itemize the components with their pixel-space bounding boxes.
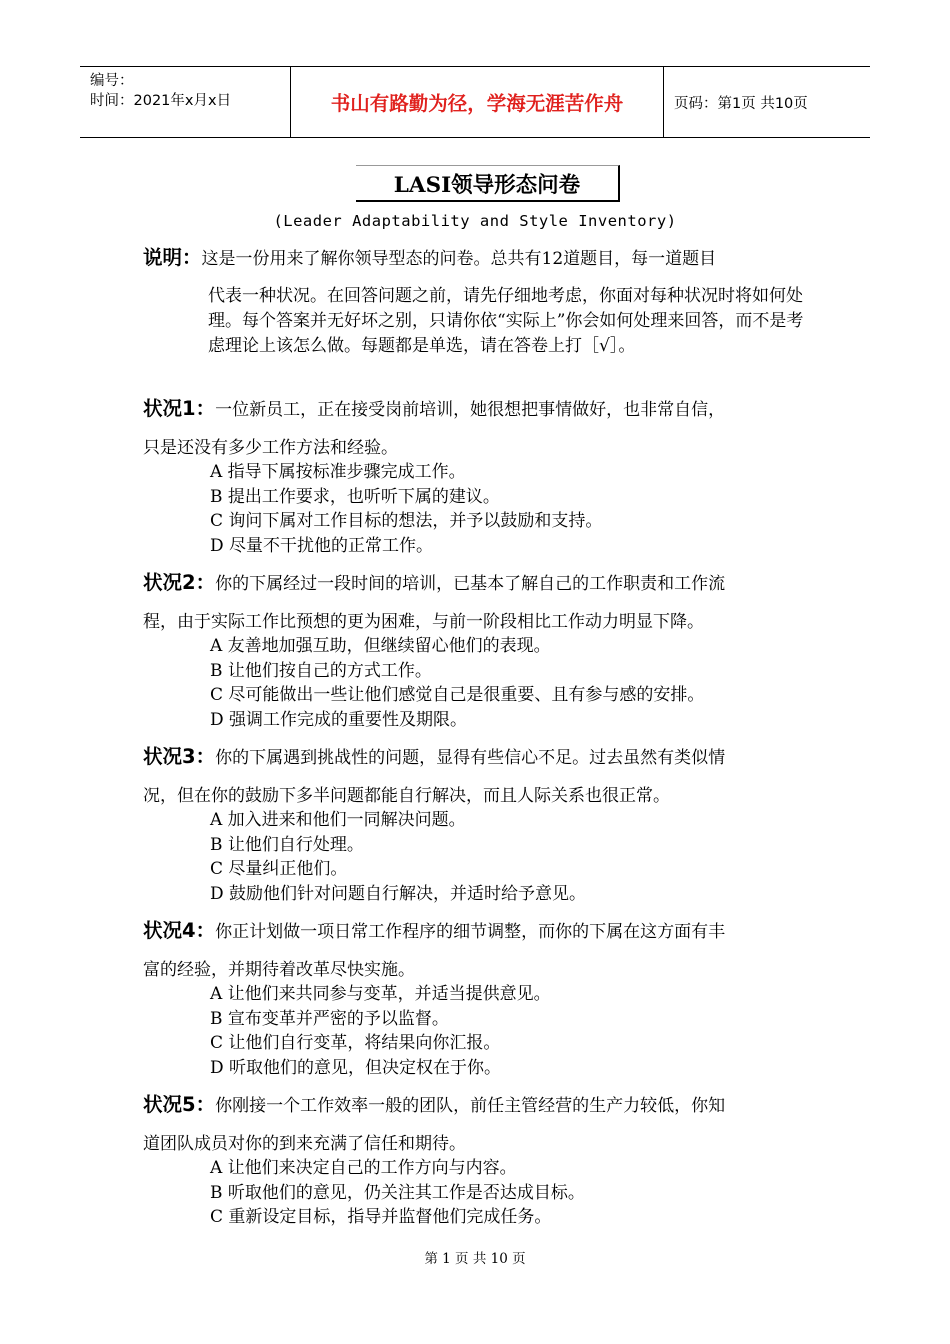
option-b: B 让他们按自己的方式工作。 (210, 660, 432, 681)
situation-text-cont: 况，但在你的鼓励下多半问题都能自行解决，而且人际关系也很正常。 (143, 786, 670, 806)
document-subtitle: (Leader Adaptability and Style Inventory) (273, 212, 677, 230)
situation-text-cont: 富的经验，并期待着改革尽快实施。 (143, 960, 415, 980)
option-b: B 提出工作要求，也听听下属的建议。 (210, 486, 500, 507)
option-a: A 让他们来决定自己的工作方向与内容。 (210, 1158, 517, 1178)
option-c: C 尽量纠正他们。 (210, 859, 348, 879)
instructions-body: 代表一种状况。在回答问题之前，请先仔细地考虑，你面对每种状况时将如何处理。每个答案并无好坏之别，只请你依“实际上”你会如何处理来回答，而不是考虑理论上该怎么做。每题都是单选，请在答卷上打［√］。 (208, 286, 804, 356)
instructions-line1: 这是一份用来了解你领导型态的问卷。总共有12道题目，每一道题目 (201, 249, 717, 269)
option-a: A 加入进来和他们一同解决问题。 (210, 810, 466, 830)
instructions (143, 245, 813, 359)
option-d: D 强调工作完成的重要性及期限。 (210, 709, 468, 730)
option-c: C 重新设定目标，指导并监督他们完成任务。 (210, 1207, 552, 1227)
situation-label: 状况3： (143, 745, 216, 768)
page-header (80, 66, 870, 138)
situation-label: 状况1： (143, 397, 216, 420)
option-d: D 尽量不干扰他的正常工作。 (210, 535, 434, 556)
instructions-label: 说明： (143, 246, 202, 269)
situation-label: 状况2： (143, 571, 216, 594)
situation-text: 一位新员工，正在接受岗前培训，她很想把事情做好，也非常自信， (215, 400, 726, 420)
situation-text-cont: 道团队成员对你的到来充满了信任和期待。 (143, 1134, 466, 1154)
option-c: C 让他们自行变革，将结果向你汇报。 (210, 1033, 501, 1053)
situation-label: 状况4： (143, 919, 216, 942)
header-motto: 书山有路勤为径，学海无涯苦作舟 (291, 67, 664, 137)
option-b: B 让他们自行处理。 (210, 834, 364, 855)
situation-2 (143, 570, 813, 732)
situation-text: 你正计划做一项日常工作程序的细节调整，而你的下属在这方面有丰 (215, 922, 726, 942)
page-footer: 第 1 页 共 10 页 (424, 1251, 526, 1267)
option-d: D 听取他们的意见，但决定权在于你。 (210, 1057, 502, 1078)
situation-1 (143, 396, 813, 558)
situation-4 (143, 918, 813, 1080)
situation-text-cont: 只是还没有多少工作方法和经验。 (143, 438, 398, 458)
option-c: C 询问下属对工作目标的想法，并予以鼓励和支持。 (210, 511, 603, 531)
document-title: LASI领导形态问卷 (356, 165, 620, 202)
option-c: C 尽可能做出一些让他们感觉自己是很重要、且有参与感的安排。 (210, 685, 705, 705)
situation-label: 状况5： (143, 1093, 216, 1116)
option-b: B 宣布变革并严密的予以监督。 (210, 1008, 449, 1029)
situation-text: 你的下属遇到挑战性的问题，显得有些信心不足。过去虽然有类似情 (215, 748, 726, 768)
option-a: A 友善地加强互助，但继续留心他们的表现。 (210, 636, 551, 656)
situation-5 (143, 1092, 813, 1230)
header-meta (80, 67, 291, 137)
time-label: 时间：2021年x月x日 (90, 93, 232, 109)
header-page-info: 页码：第1页 共10页 (674, 95, 808, 112)
option-d: D 鼓励他们针对问题自行解决，并适时给予意见。 (210, 883, 587, 904)
situation-text: 你刚接一个工作效率一般的团队，前任主管经营的生产力较低，你知 (215, 1096, 726, 1116)
option-b: B 听取他们的意见，仍关注其工作是否达成目标。 (210, 1182, 585, 1203)
situation-text: 你的下属经过一段时间的培训，已基本了解自己的工作职责和工作流 (215, 574, 726, 594)
option-a: A 指导下属按标准步骤完成工作。 (210, 462, 466, 482)
number-label: 编号： (90, 73, 134, 89)
situation-3 (143, 744, 813, 906)
situation-text-cont: 程，由于实际工作比预想的更为困难，与前一阶段相比工作动力明显下降。 (143, 612, 704, 632)
option-a: A 让他们来共同参与变革，并适当提供意见。 (210, 984, 551, 1004)
